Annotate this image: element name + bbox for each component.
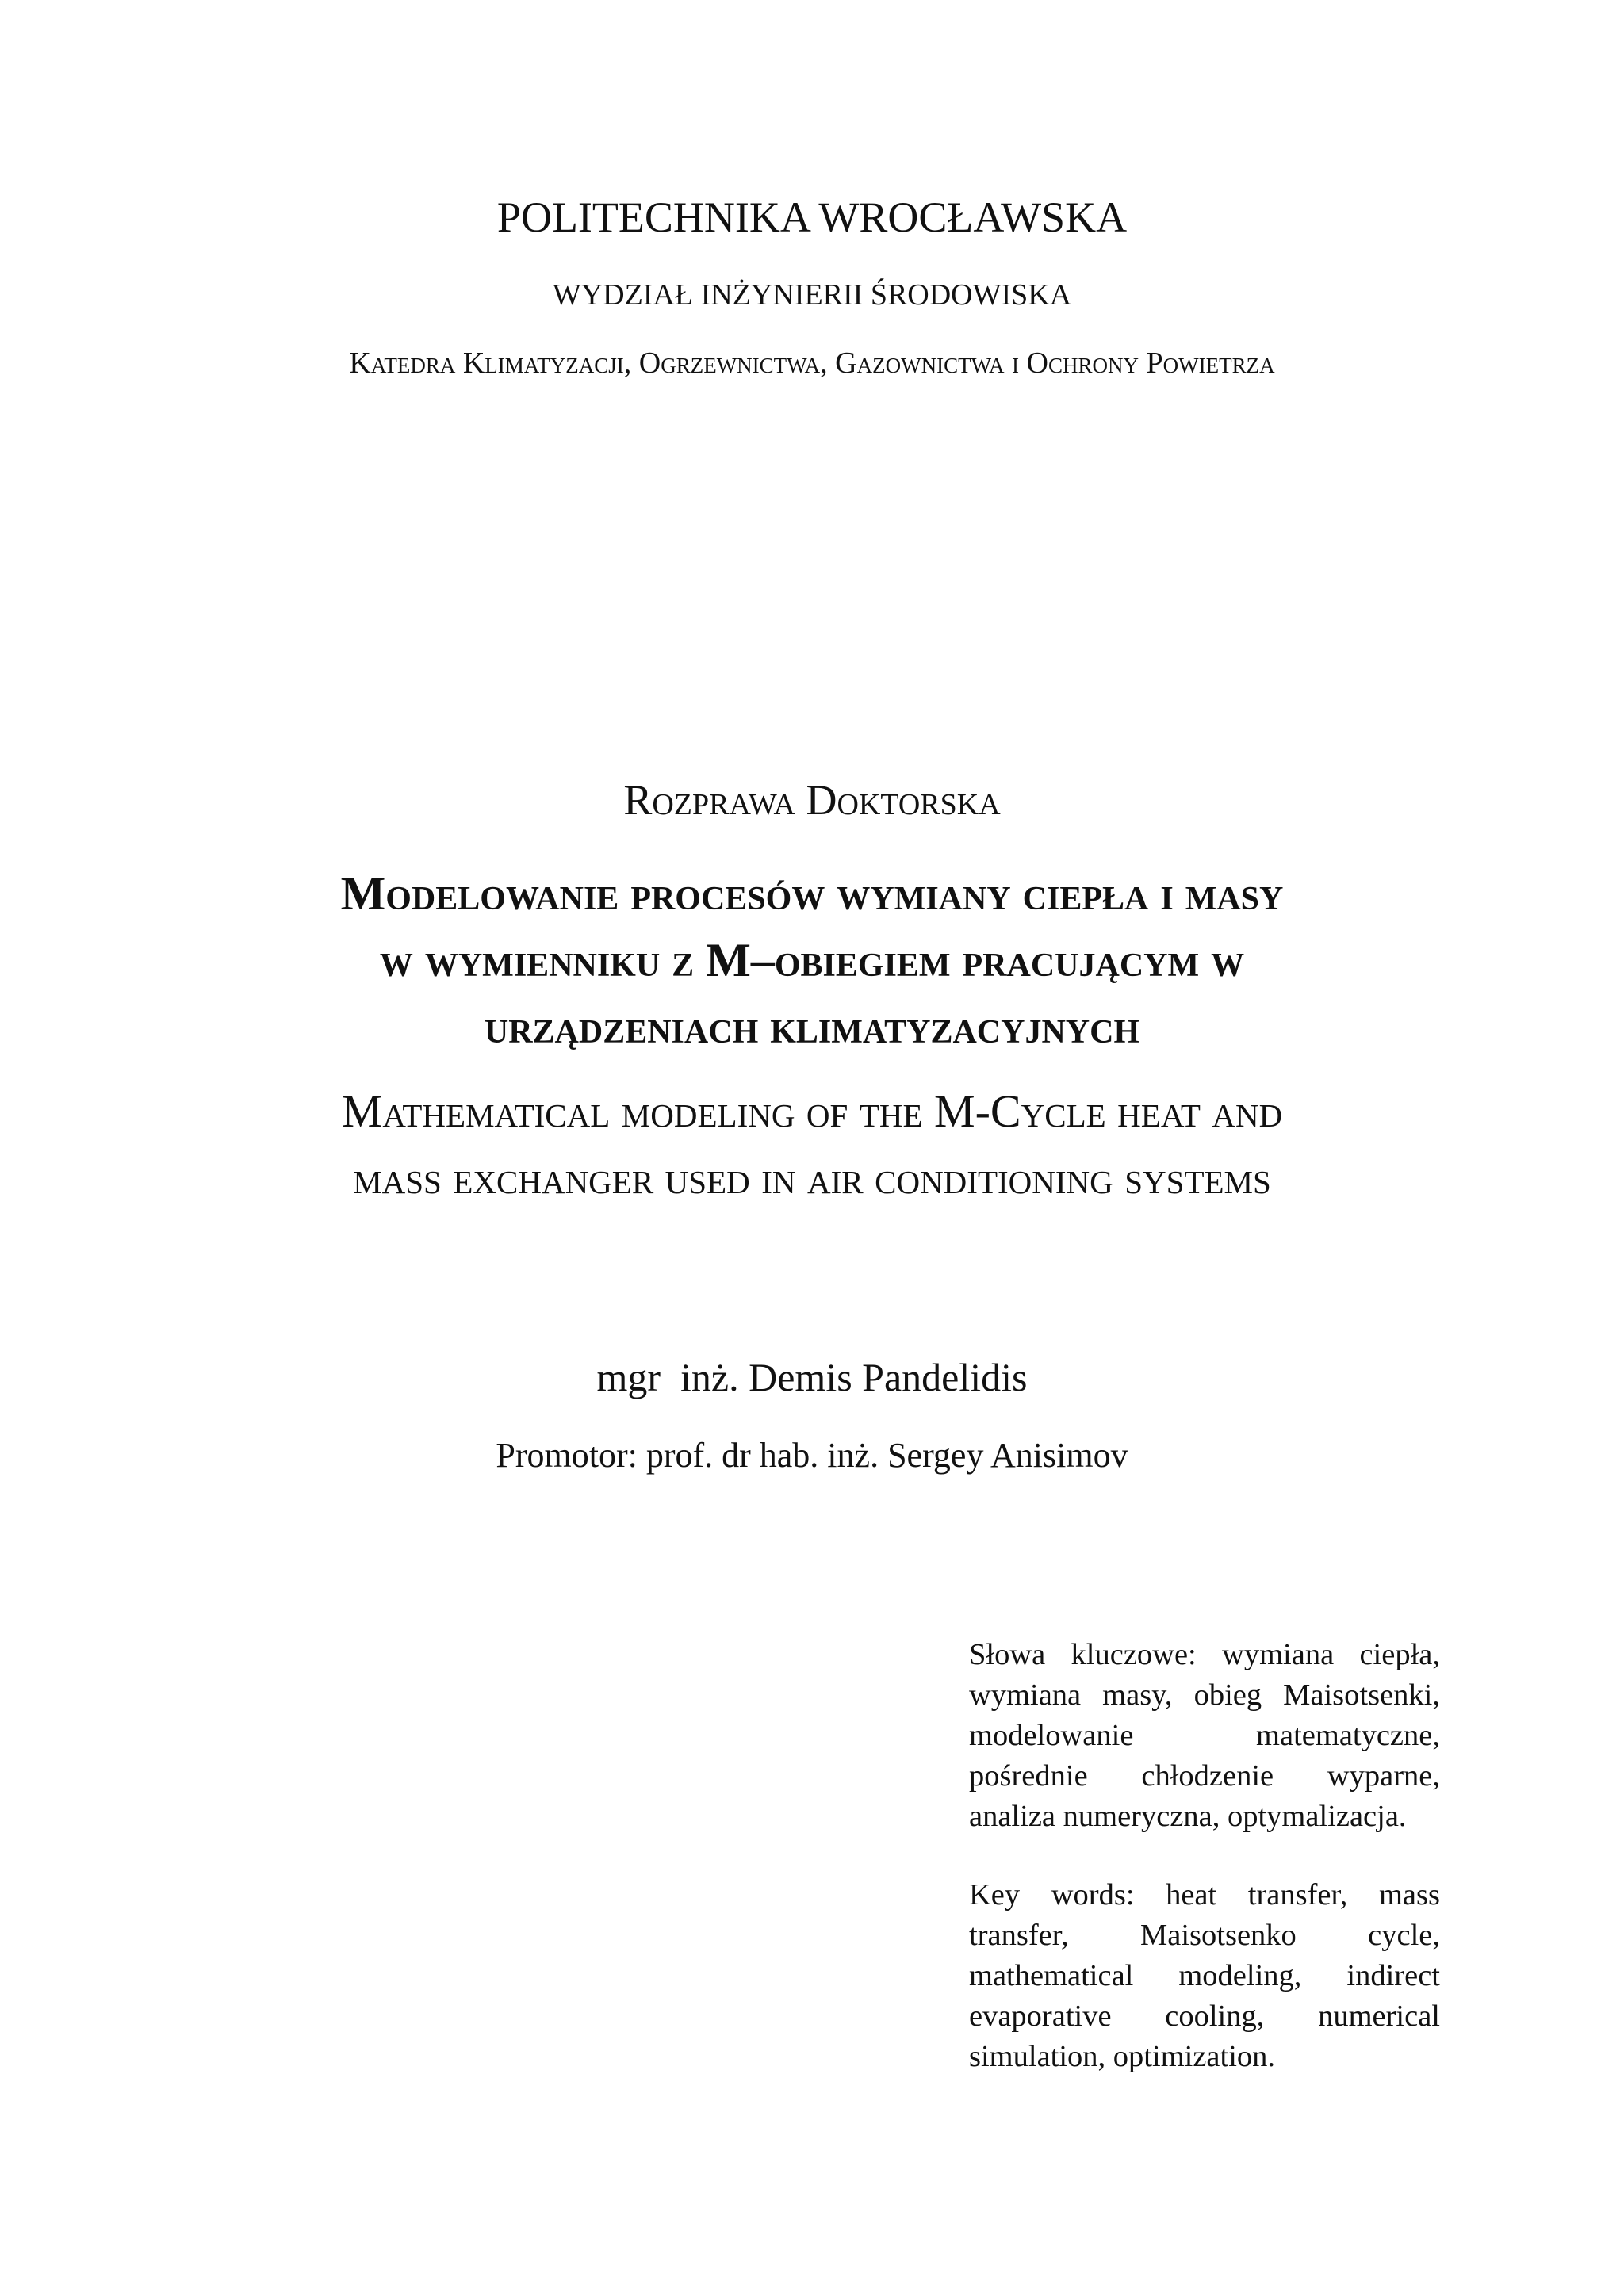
title-english-line-2: mass exchanger used in air conditioning systems	[353, 1152, 1271, 1203]
promotor-name: Promotor: prof. dr hab. inż. Sergey Anisimov	[496, 1436, 1128, 1475]
title-polish-line-3: urządzeniach klimatyzacyjnych	[484, 1001, 1140, 1053]
keywords-polish: Słowa kluczowe: wymiana ciepła, wymiana masy, obieg Maisotsenki, modelowanie matematyczne, pośrednie chłodzenie wyparne, analiza numeryczna, optymalizacja.	[969, 1638, 1440, 1833]
title-english-line-1: Mathematical modeling of the M-Cycle heat and	[341, 1085, 1283, 1137]
keywords-english: Key words: heat transfer, mass transfer, Maisotsenko cycle, mathematical modeling, indirect evaporative cooling, numerical simulation, optimization.	[969, 1878, 1440, 2073]
title-polish	[0, 860, 1624, 1060]
university-name: POLITECHNIKA WROCŁAWSKA	[496, 193, 1128, 241]
title-english	[0, 1078, 1624, 1211]
department-name: Katedra Klimatyzacji, Ogrzewnictwa, Gazownictwa i Ochrony Powietrza	[349, 346, 1275, 380]
title-polish-line-1: Modelowanie procesów wymiany ciepła i masy	[340, 867, 1284, 920]
faculty-name: WYDZIAŁ INŻYNIERII ŚRODOWISKA	[552, 278, 1072, 312]
title-polish-line-2: w wymienniku z M–obiegiem pracującym w	[379, 934, 1245, 986]
document-type: Rozprawa Doktorska	[623, 776, 1001, 824]
author-name: mgr inż. Demis Pandelidis	[596, 1355, 1028, 1399]
